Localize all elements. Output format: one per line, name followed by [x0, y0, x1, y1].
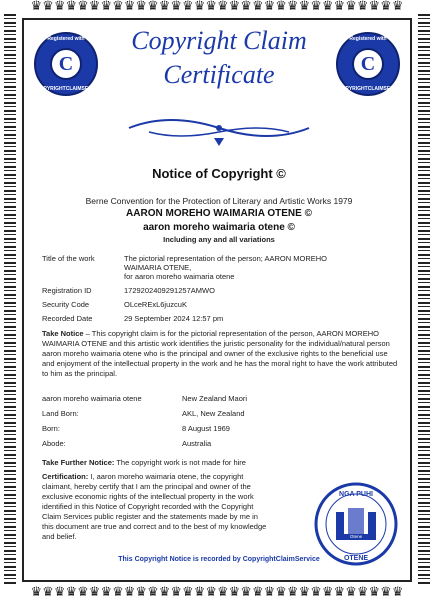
copyright-icon: C: [352, 48, 384, 80]
footer-recorded-by: This Copyright Notice is recorded by CopyrightClaimService: [118, 556, 320, 563]
certificate-title-line2: Certificate: [163, 60, 275, 89]
seal-text-top: Registered with: [349, 36, 387, 42]
person-label: aaron moreho waimaria otene: [42, 394, 142, 403]
svg-text:NGA PUHI: NGA PUHI: [339, 491, 373, 498]
including-variations: Including any and all variations: [163, 235, 275, 244]
claimant-name-lower: aaron moreho waimaria otene ©: [143, 222, 295, 233]
person-value: New Zealand Maori: [182, 394, 248, 403]
land-value: AKL, New Zealand: [182, 409, 245, 418]
recorded-label: Recorded Date: [42, 314, 93, 323]
berne-convention: Berne Convention for the Protection of Literary and Artistic Works 1979: [85, 196, 353, 206]
land-label: Land Born:: [42, 409, 79, 418]
recorded-value: 29 September 2024 12:57 pm: [124, 314, 224, 323]
certificate-body: [22, 18, 412, 582]
seal-text-bottom: COPYRIGHTCLAIMSERVICES: [36, 86, 107, 92]
certification-paragraph: Certification: I, aaron moreho waimaria otene, the copyright claimant, hereby certify that I am the principal and owner of the exclusive economic rights of the intellectual property in the work identified in this Notice of Copyright recorded with the Copyright Claim Services public register and the statements made by me in this document are true and correct and to the best of my knowledge and belief.: [42, 472, 267, 541]
seal-text-top: Registered with: [47, 36, 85, 42]
notice-title: Notice of Copyright ©: [152, 166, 286, 181]
crown-border-top: ♛♛♛♛♛♛♛♛♛♛♛♛♛♛♛♛♛♛♛♛♛♛♛♛♛♛♛♛♛♛♛♛: [30, 0, 404, 14]
certificate-title-line1: Copyright Claim: [131, 26, 307, 55]
abode-label: Abode:: [42, 439, 66, 448]
side-border-right: [418, 14, 430, 586]
svg-text:Otene: Otene: [349, 534, 363, 539]
registration-label: Registration ID: [42, 286, 92, 295]
svg-text:OTENE: OTENE: [343, 555, 369, 562]
born-label: Born:: [42, 424, 60, 433]
ornament-flourish: [119, 110, 319, 146]
take-further-notice: Take Further Notice: The copyright work is not made for hire: [42, 458, 246, 467]
take-notice-paragraph: Take Notice – This copyright claim is for the pictorial representation of the person, AARON MOREHO WAIMARIA OTENE and this artistic work identifies the juristic personality for the individual/natural person aaron moreho waimaria otene who is the principal and owner of the exclusive rights to the beneficial use and enjoyment of the intellectual property in the work and he has the moral right to have the work attributed to him as the principal.: [42, 329, 398, 378]
side-border-left: [4, 14, 16, 586]
title-value: The pictorial representation of the person; AARON MOREHO WAIMARIA OTENE, for aaron moreho waimaria otene: [124, 254, 328, 281]
registration-value: 1729202409291257AMWO: [124, 286, 215, 295]
title-label: Title of the work: [42, 254, 95, 263]
claimant-name-upper: AARON MOREHO WAIMARIA OTENE ©: [126, 208, 312, 219]
security-label: Security Code: [42, 300, 90, 309]
security-value: OLceRExL6juzcuK: [124, 300, 187, 309]
copyright-icon: C: [50, 48, 82, 80]
seal-text-bottom: COPYRIGHTCLAIMSERVICES: [338, 86, 409, 92]
born-value: 8 August 1969: [182, 424, 230, 433]
abode-value: Australia: [182, 439, 212, 448]
crown-border-bottom: ♛♛♛♛♛♛♛♛♛♛♛♛♛♛♛♛♛♛♛♛♛♛♛♛♛♛♛♛♛♛♛♛: [30, 586, 404, 600]
nga-puhi-emblem-icon: [314, 482, 398, 566]
